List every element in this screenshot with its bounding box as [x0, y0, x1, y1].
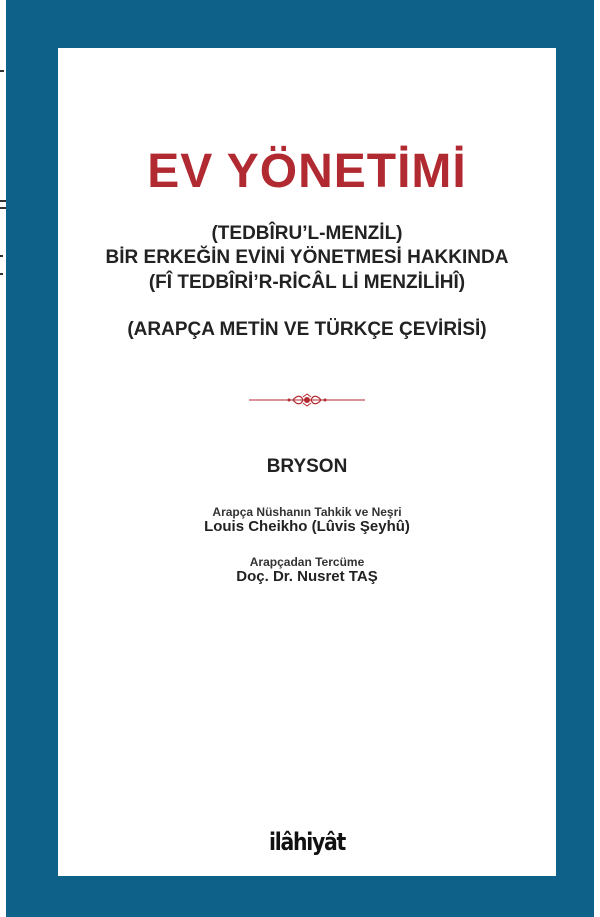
editor-label: Arapça Nüshanın Tahkik ve Neşri	[212, 505, 402, 519]
book-title: EV YÖNETİMİ	[147, 145, 467, 198]
subtitle-line-2: BİR ERKEĞİN EVİNİ YÖNETMESİ HAKKINDA	[105, 247, 509, 268]
subtitle-line-1: (TEDBÎRU’L-MENZİL)	[211, 223, 403, 244]
cover-panel	[58, 48, 556, 876]
book-cover-frame	[6, 0, 594, 917]
subtitle-line-4: (ARAPÇA METİN VE TÜRKÇE ÇEVİRİSİ)	[127, 319, 487, 340]
translator-label: Arapçadan Tercüme	[249, 555, 365, 569]
editor-name: Louis Cheikho (Lûvis Şeyhû)	[204, 518, 410, 535]
publisher-logo: ilâhiyât	[269, 828, 345, 856]
author-name: BRYSON	[266, 456, 348, 477]
subtitle-line-3: (FÎ TEDBÎRİ’R-RİCÂL Lİ MENZİLİHÎ)	[148, 272, 466, 293]
translator-name: Doç. Dr. Nusret TAŞ	[236, 568, 378, 585]
ornament-divider-icon	[249, 392, 365, 408]
